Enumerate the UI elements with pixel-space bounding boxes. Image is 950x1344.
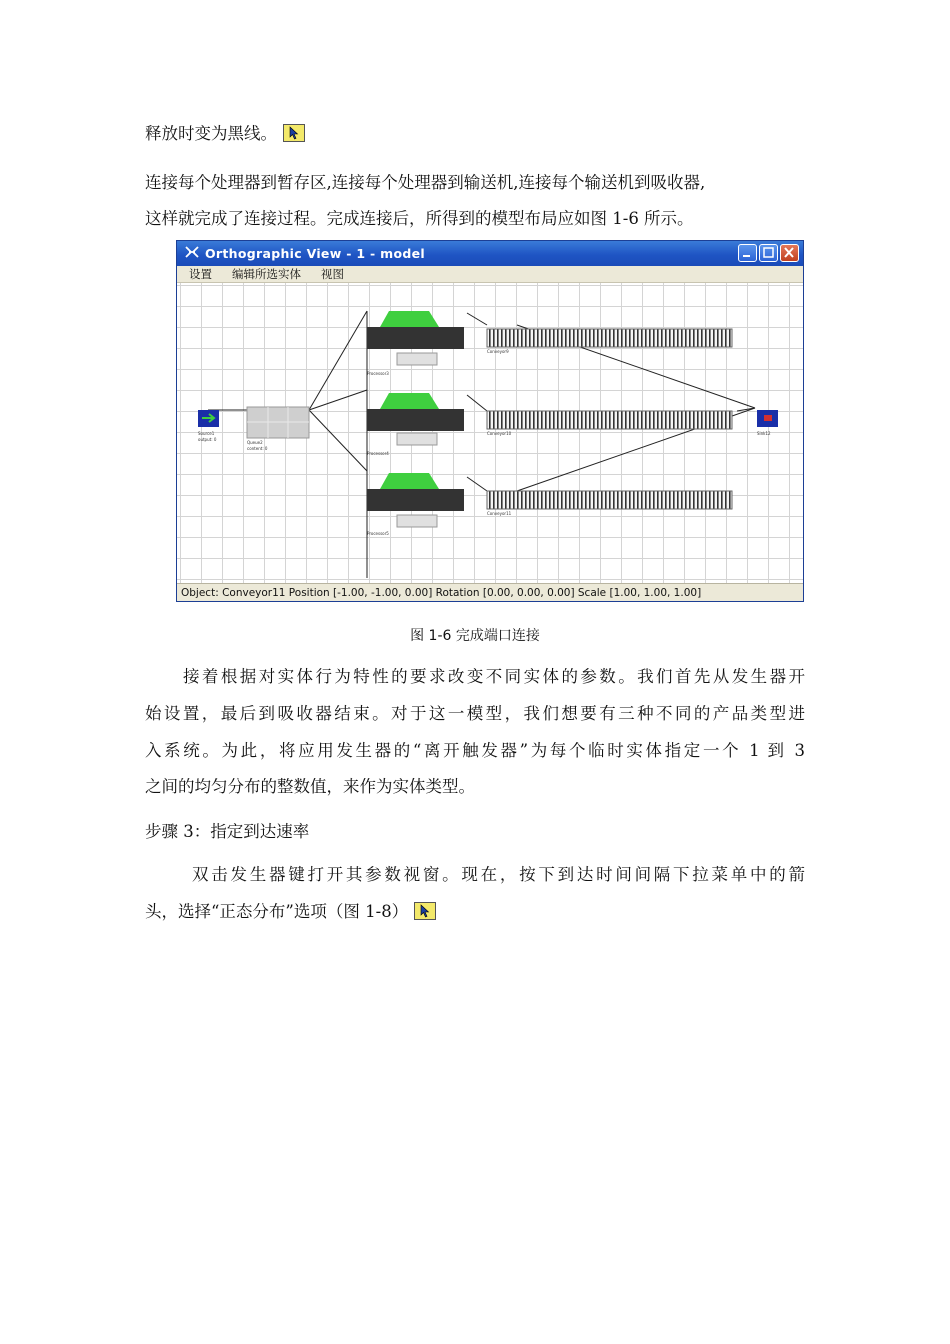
minimize-button[interactable] [738, 244, 757, 262]
paragraph-entity-params-line3 [145, 732, 805, 769]
processor-2 [367, 393, 464, 456]
svg-text:Sink12: Sink12 [757, 431, 771, 436]
app-logo-icon [185, 245, 199, 262]
paragraph-arrival-rate-line1 [192, 856, 805, 893]
orthographic-view-window [176, 240, 804, 602]
paragraph-text: 双击发生器键打开其参数视窗。现在，按下到达时间间隔下拉菜单中的箭 [192, 865, 805, 884]
conveyor-1 [487, 329, 732, 354]
conveyor-3 [487, 491, 732, 516]
svg-text:Processor5: Processor5 [367, 531, 389, 536]
model-layout [177, 283, 803, 583]
queue-object [247, 407, 309, 451]
paragraph-arrival-rate-line2 [145, 893, 810, 930]
processor-1 [367, 311, 464, 376]
paragraph-text: 接着根据对实体行为特性的要求改变不同实体的参数。我们首先从发生器开 [183, 667, 805, 686]
paragraph-text: 始设置，最后到吸收器结束。对于这一模型，我们想要有三种不同的产品类型进 [145, 704, 805, 723]
window-menubar [177, 266, 803, 283]
model-canvas[interactable] [177, 283, 803, 583]
connection-lines [208, 311, 755, 578]
paragraph-entity-params-line4 [145, 768, 810, 805]
close-button[interactable] [780, 244, 799, 262]
paragraph-connections-line2 [145, 200, 810, 237]
source-object [198, 410, 219, 442]
menu-item-edit-selected[interactable]: 编辑所选实体 [232, 267, 301, 281]
svg-text:Conveyor11: Conveyor11 [487, 511, 512, 516]
window-title: Orthographic View - 1 - model [205, 246, 425, 261]
svg-text:output: 0: output: 0 [198, 437, 217, 442]
paragraph-text: 之间的均匀分布的整数值，来作为实体类型。 [145, 777, 475, 796]
paragraph-connections-line1 [145, 164, 810, 201]
svg-text:Queue2: Queue2 [247, 440, 263, 445]
menu-item-settings[interactable]: 设置 [189, 267, 212, 281]
maximize-button[interactable] [759, 244, 778, 262]
pointer-icon[interactable] [414, 902, 436, 920]
paragraph-text: 头，选择“正态分布”选项（图 1-8） [145, 902, 409, 921]
menu-item-view[interactable]: 视图 [321, 267, 344, 281]
heading-text: 步骤 3：指定到达速率 [145, 822, 310, 841]
svg-text:Processor3: Processor3 [367, 371, 389, 376]
paragraph-text: 这样就完成了连接过程。完成连接后，所得到的模型布局应如图 1-6 所示。 [145, 209, 694, 228]
window-titlebar [177, 241, 803, 266]
paragraph-entity-params-line1 [145, 658, 805, 695]
svg-text:Conveyor10: Conveyor10 [487, 431, 512, 436]
paragraph-text: 入系统。为此，将应用发生器的“离开触发器”为每个临时实体指定一个 1 到 3 [145, 741, 805, 760]
paragraph-entity-params-line2 [145, 695, 805, 732]
conveyor-2 [487, 411, 732, 436]
processor-3 [367, 473, 464, 536]
paragraph-text: 释放时变为黑线。 [145, 124, 277, 143]
step3-heading [145, 813, 810, 850]
figure-caption: 图 1-6 完成端口连接 [410, 628, 540, 644]
pointer-icon[interactable] [283, 124, 305, 142]
svg-text:Processor4: Processor4 [367, 451, 389, 456]
paragraph-text: 连接每个处理器到暂存区,连接每个处理器到输送机,连接每个输送机到吸收器, [145, 173, 706, 192]
svg-text:content: 0: content: 0 [247, 446, 268, 451]
svg-text:Source1: Source1 [198, 431, 215, 436]
paragraph-release-black-line [145, 115, 810, 152]
window-statusbar: Object: Conveyor11 Position [-1.00, -1.00, 0.00] Rotation [0.00, 0.00, 0.00] Scale [1.00, 1.00, 1.00] [177, 583, 803, 601]
svg-text:Conveyor9: Conveyor9 [487, 349, 509, 354]
sink-object [757, 410, 778, 436]
